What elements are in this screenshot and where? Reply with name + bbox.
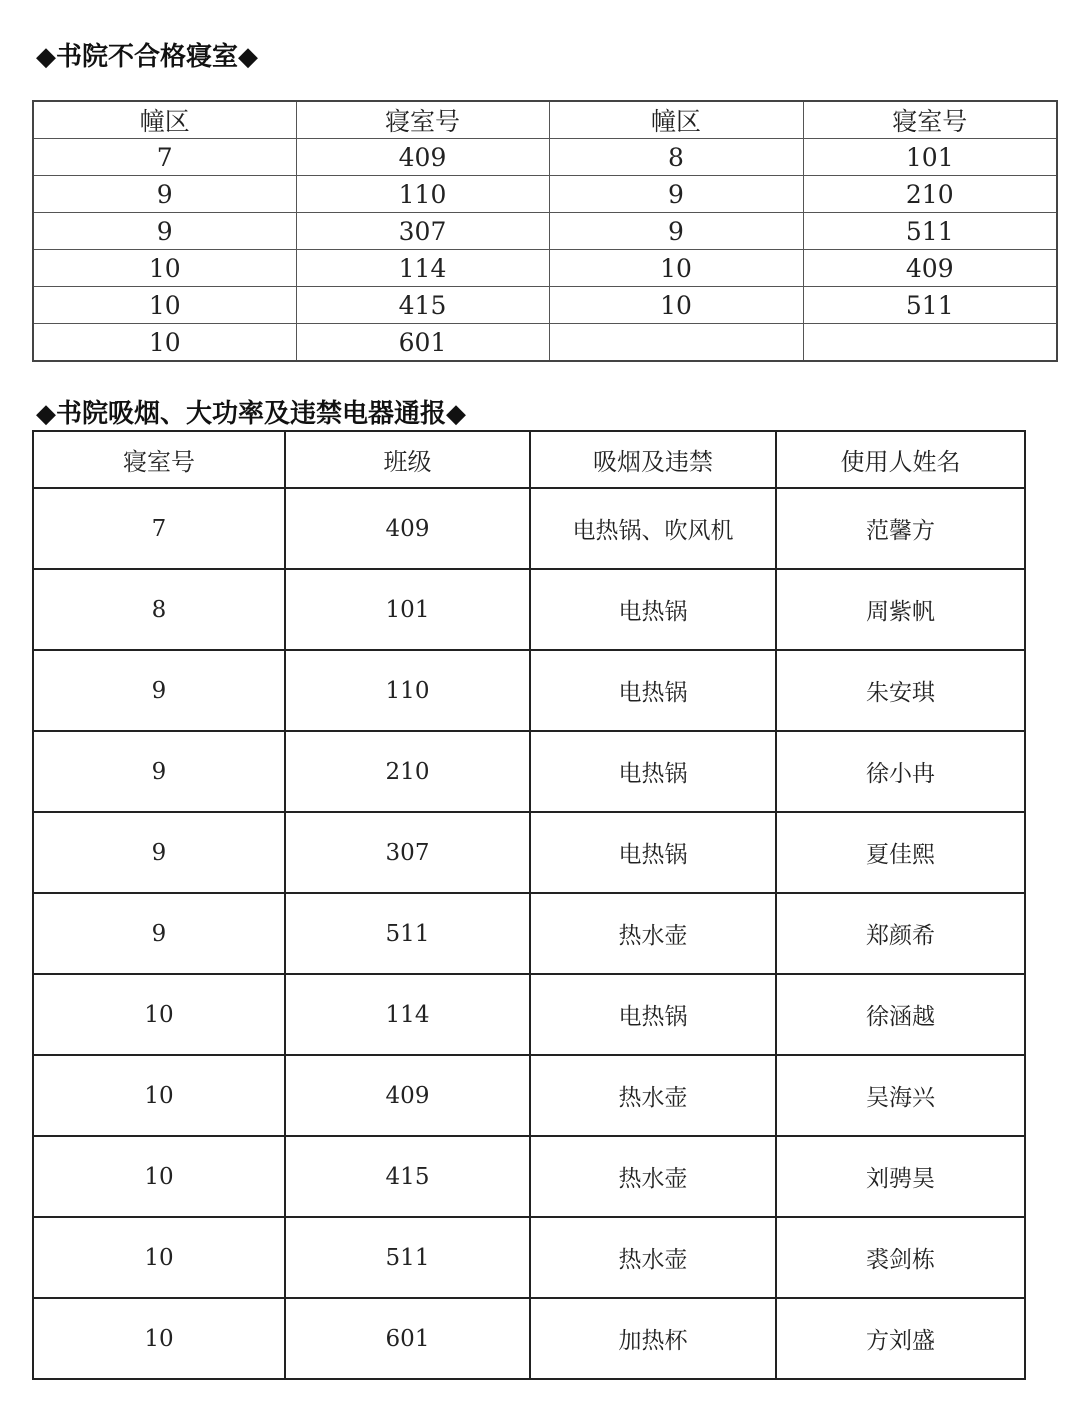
table-cell: 9 xyxy=(549,176,803,213)
table-cell: 加热杯 xyxy=(530,1298,776,1379)
table-cell: 7 xyxy=(33,488,285,569)
table-cell: 10 xyxy=(33,1298,285,1379)
table-cell: 电热锅、吹风机 xyxy=(530,488,776,569)
table-cell: 9 xyxy=(33,213,296,250)
header-room: 寝室号 xyxy=(33,431,285,488)
table-cell: 徐涵越 xyxy=(776,974,1025,1055)
table-cell xyxy=(549,324,803,362)
violations-table xyxy=(32,430,1026,1380)
table-cell: 热水壶 xyxy=(530,1136,776,1217)
table-cell: 吴海兴 xyxy=(776,1055,1025,1136)
table-cell: 415 xyxy=(285,1136,530,1217)
table-cell: 10 xyxy=(33,1055,285,1136)
table-cell: 夏佳熙 xyxy=(776,812,1025,893)
table-row xyxy=(33,650,1025,731)
header-building: 幢区 xyxy=(549,101,803,139)
table-cell: 114 xyxy=(285,974,530,1055)
table-cell: 10 xyxy=(33,287,296,324)
table-cell: 周紫帆 xyxy=(776,569,1025,650)
table-row xyxy=(33,1136,1025,1217)
header-violation: 吸烟及违禁 xyxy=(530,431,776,488)
table-header-row xyxy=(33,101,1057,139)
table-cell: 9 xyxy=(33,176,296,213)
table-cell: 110 xyxy=(285,650,530,731)
table-cell: 114 xyxy=(296,250,549,287)
unqualified-dorms-table xyxy=(32,100,1058,362)
table-row xyxy=(33,287,1057,324)
table-cell: 10 xyxy=(33,1136,285,1217)
table-row xyxy=(33,812,1025,893)
table-row xyxy=(33,893,1025,974)
table-cell: 9 xyxy=(33,812,285,893)
table-cell: 9 xyxy=(549,213,803,250)
table-cell: 511 xyxy=(803,213,1057,250)
table-row xyxy=(33,1298,1025,1379)
table-row xyxy=(33,250,1057,287)
table-header-row xyxy=(33,431,1025,488)
table-cell: 9 xyxy=(33,650,285,731)
table-cell: 裘剑栋 xyxy=(776,1217,1025,1298)
header-class: 班级 xyxy=(285,431,530,488)
table-cell: 10 xyxy=(33,250,296,287)
table-cell: 8 xyxy=(549,139,803,176)
table-cell: 511 xyxy=(285,1217,530,1298)
table-cell: 10 xyxy=(549,250,803,287)
table-cell: 10 xyxy=(33,974,285,1055)
table-row xyxy=(33,1055,1025,1136)
table-cell: 210 xyxy=(285,731,530,812)
header-room: 寝室号 xyxy=(803,101,1057,139)
table-cell: 601 xyxy=(285,1298,530,1379)
table-cell: 电热锅 xyxy=(530,812,776,893)
table-cell: 热水壶 xyxy=(530,893,776,974)
table-cell: 511 xyxy=(285,893,530,974)
table-cell: 511 xyxy=(803,287,1057,324)
table-row xyxy=(33,731,1025,812)
table-cell: 热水壶 xyxy=(530,1217,776,1298)
table-row xyxy=(33,1217,1025,1298)
table-cell: 10 xyxy=(33,324,296,362)
table-cell: 110 xyxy=(296,176,549,213)
table-cell: 电热锅 xyxy=(530,650,776,731)
section-title-violations-report: ◆书院吸烟、大功率及违禁电器通报◆ xyxy=(36,399,466,429)
table-cell: 415 xyxy=(296,287,549,324)
table-cell: 601 xyxy=(296,324,549,362)
table-cell: 徐小冉 xyxy=(776,731,1025,812)
table-cell: 朱安琪 xyxy=(776,650,1025,731)
table-cell: 电热锅 xyxy=(530,974,776,1055)
table-row xyxy=(33,213,1057,250)
table-cell: 409 xyxy=(803,250,1057,287)
table-row xyxy=(33,324,1057,362)
table-cell: 电热锅 xyxy=(530,569,776,650)
table-cell: 307 xyxy=(285,812,530,893)
table-cell: 电热锅 xyxy=(530,731,776,812)
table-cell: 方刘盛 xyxy=(776,1298,1025,1379)
table-row xyxy=(33,488,1025,569)
table-cell: 郑颜希 xyxy=(776,893,1025,974)
table-row xyxy=(33,974,1025,1055)
table-cell: 7 xyxy=(33,139,296,176)
table-cell: 热水壶 xyxy=(530,1055,776,1136)
header-user-name: 使用人姓名 xyxy=(776,431,1025,488)
header-room: 寝室号 xyxy=(296,101,549,139)
table-row xyxy=(33,569,1025,650)
table-cell: 409 xyxy=(285,1055,530,1136)
table-cell: 101 xyxy=(803,139,1057,176)
table-cell: 9 xyxy=(33,731,285,812)
table-cell: 范馨方 xyxy=(776,488,1025,569)
table-cell: 9 xyxy=(33,893,285,974)
table-row xyxy=(33,176,1057,213)
table-cell xyxy=(803,324,1057,362)
header-building: 幢区 xyxy=(33,101,296,139)
table-row xyxy=(33,139,1057,176)
section-title-unqualified-dorms: ◆书院不合格寝室◆ xyxy=(36,42,258,72)
table-cell: 409 xyxy=(285,488,530,569)
table-cell: 刘骋昊 xyxy=(776,1136,1025,1217)
table-cell: 10 xyxy=(33,1217,285,1298)
table-cell: 8 xyxy=(33,569,285,650)
table-cell: 101 xyxy=(285,569,530,650)
table-cell: 307 xyxy=(296,213,549,250)
table-cell: 210 xyxy=(803,176,1057,213)
table-cell: 10 xyxy=(549,287,803,324)
table-cell: 409 xyxy=(296,139,549,176)
